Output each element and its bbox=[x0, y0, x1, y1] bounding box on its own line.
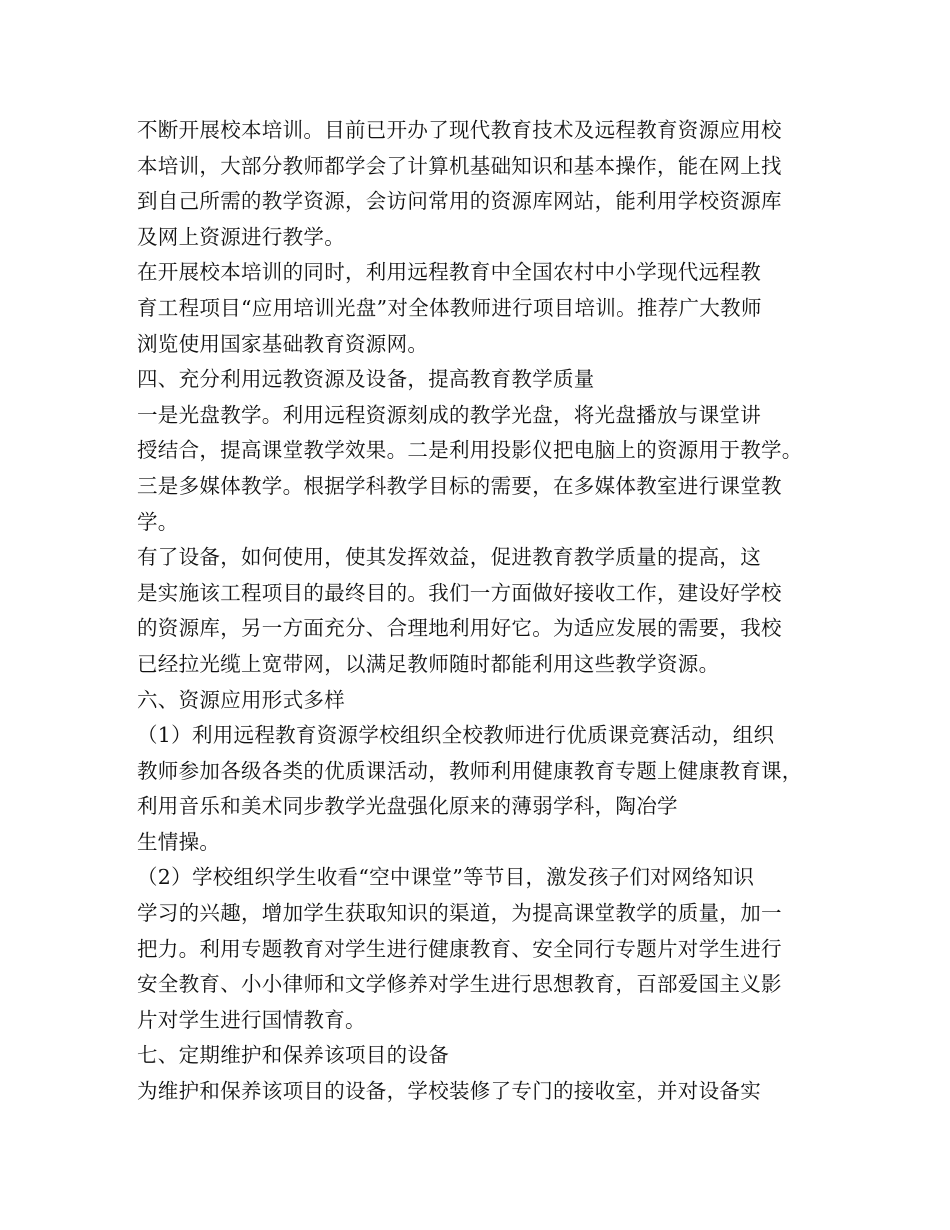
text-line: 育工程项目“应用培训光盘”对全体教师进行项目培训。推荐广大教师 bbox=[137, 295, 762, 320]
text-line: 把力。利用专题教育对学生进行健康教育、安全同行专题片对学生进行 bbox=[137, 936, 782, 961]
paragraph bbox=[137, 683, 827, 719]
paragraph bbox=[137, 398, 827, 540]
document-body bbox=[137, 113, 827, 1110]
paragraph bbox=[137, 860, 827, 1038]
paragraph bbox=[137, 718, 827, 860]
text-line: 片对学生进行国情教育。 bbox=[137, 1007, 366, 1032]
text-line: 安全教育、小小律师和文学修养对学生进行思想教育，百部爱国主义影 bbox=[137, 972, 782, 997]
text-line: 在开展校本培训的同时，利用远程教育中全国农村中小学现代远程教 bbox=[137, 260, 761, 285]
paragraph bbox=[137, 540, 827, 682]
text-line: 四、充分利用远教资源及设备，提高教育教学质量 bbox=[137, 367, 595, 392]
paragraph bbox=[137, 1038, 827, 1074]
text-line: 授结合，提高课堂教学效果。二是利用投影仪把电脑上的资源用于教学。 bbox=[137, 438, 803, 463]
text-line: 为维护和保养该项目的设备，学校装修了专门的接收室，并对设备实 bbox=[137, 1079, 761, 1104]
text-line: 教师参加各级各类的优质课活动，教师利用健康教育专题上健康教育课， bbox=[137, 758, 803, 783]
text-line: 不断开展校本培训。目前已开办了现代教育技术及远程教育资源应用校 bbox=[137, 118, 782, 142]
text-line: 已经拉光缆上宽带网，以满足教师随时都能利用这些教学资源。 bbox=[137, 651, 720, 676]
text-line: 是实施该工程项目的最终目的。我们一方面做好接收工作，建设好学校 bbox=[137, 580, 782, 605]
paragraph bbox=[137, 113, 827, 255]
text-line: 六、资源应用形式多样 bbox=[137, 687, 345, 712]
text-line: 浏览使用国家基础教育资源网。 bbox=[137, 331, 429, 356]
text-line: 一是光盘教学。利用远程资源刻成的教学光盘，将光盘播放与课堂讲 bbox=[137, 402, 761, 427]
text-line: 七、定期维护和保养该项目的设备 bbox=[137, 1043, 449, 1068]
text-line: 有了设备，如何使用，使其发挥效益，促进教育教学质量的提高，这 bbox=[137, 545, 761, 570]
text-line: （1）利用远程教育资源学校组织全校教师进行优质课竞赛活动，组织 bbox=[137, 723, 775, 748]
text-line: 本培训，大部分教师都学会了计算机基础知识和基本操作，能在网上找 bbox=[137, 153, 782, 178]
paragraph bbox=[137, 255, 827, 362]
paragraph bbox=[137, 362, 827, 398]
text-line: 学习的兴趣，增加学生获取知识的渠道，为提高课堂教学的质量，加一 bbox=[137, 901, 782, 926]
text-line: 的资源库，另一方面充分、合理地利用好它。为适应发展的需要，我校 bbox=[137, 616, 782, 641]
text-line: 到自己所需的教学资源，会访问常用的资源库网站，能利用学校资源库 bbox=[137, 189, 782, 214]
text-line: 及网上资源进行教学。 bbox=[137, 224, 345, 249]
text-line: 生情操。 bbox=[137, 829, 221, 854]
text-line: （2）学校组织学生收看“空中课堂”等节目，激发孩子们对网络知识 bbox=[137, 865, 755, 890]
text-line: 利用音乐和美术同步教学光盘强化原来的薄弱学科，陶冶学 bbox=[137, 794, 678, 819]
text-line: 学。 bbox=[137, 509, 179, 534]
text-line: 三是多媒体教学。根据学科教学目标的需要，在多媒体教室进行课堂教 bbox=[137, 473, 782, 498]
paragraph bbox=[137, 1074, 827, 1110]
